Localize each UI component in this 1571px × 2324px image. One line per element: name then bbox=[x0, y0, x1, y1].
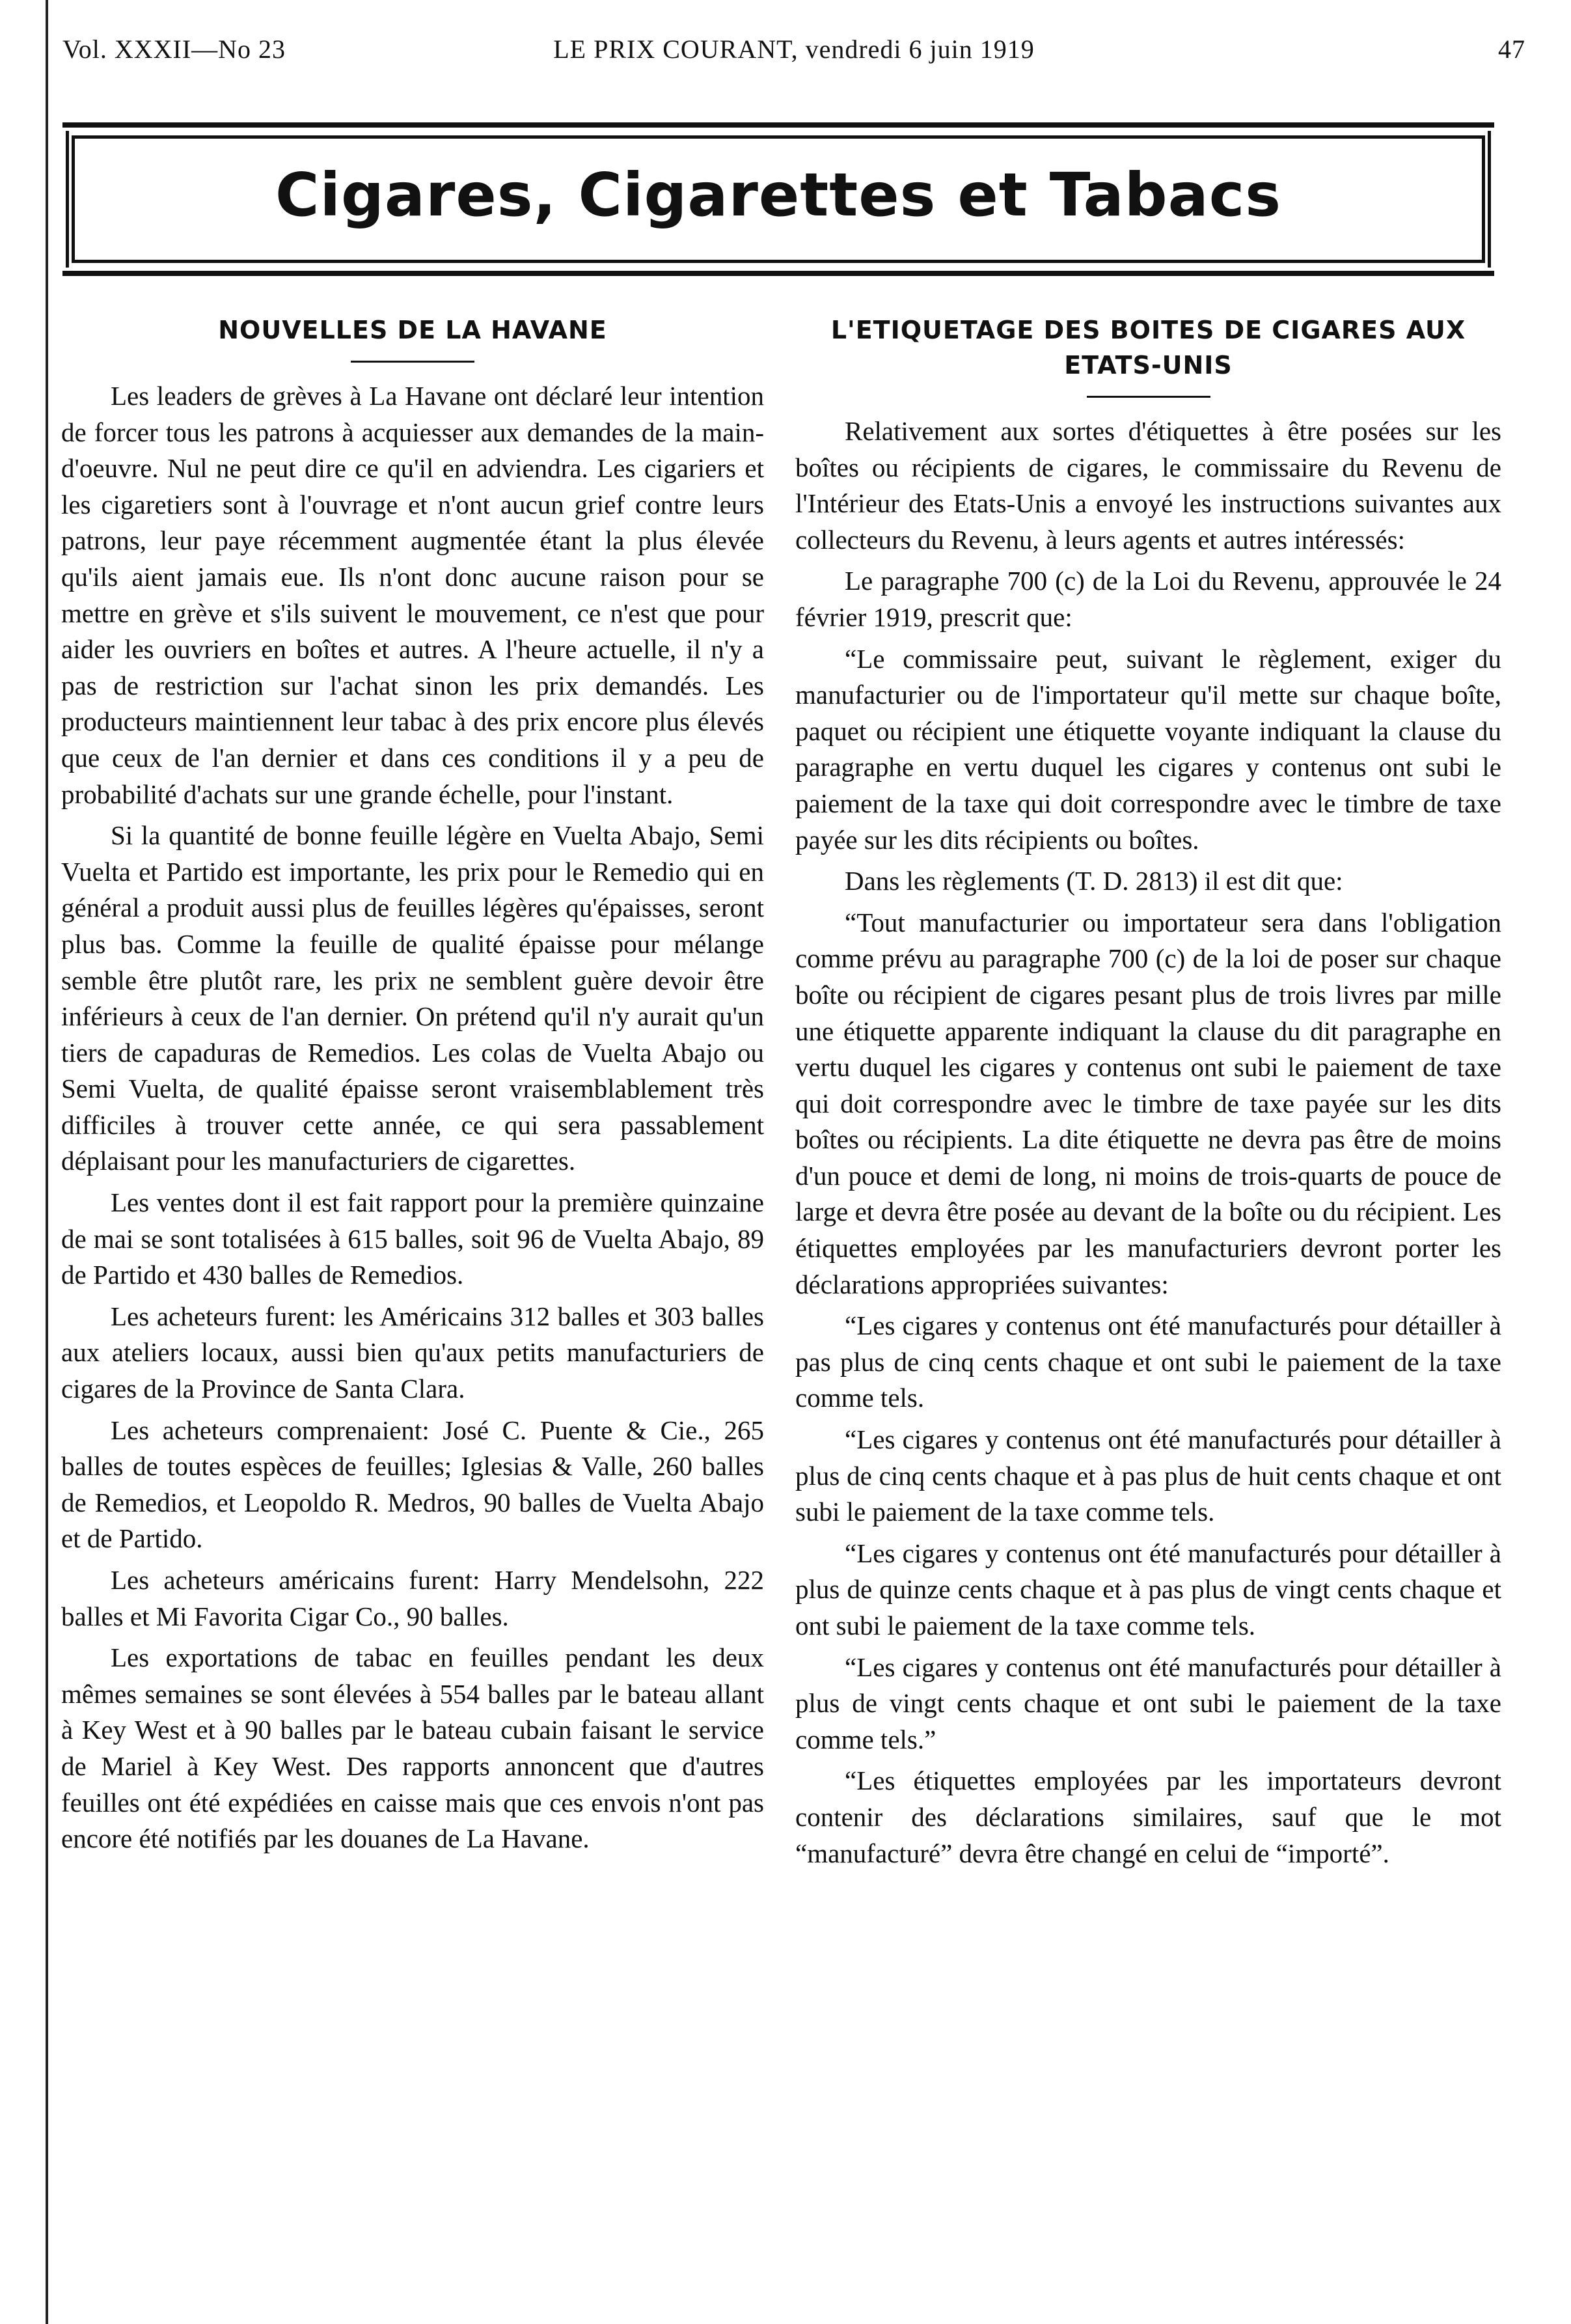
paragraph: Dans les règlements (T. D. 2813) il est dit que: bbox=[845, 866, 1343, 896]
page-edge-rule bbox=[46, 0, 48, 2324]
paragraph: Les acheteurs américains furent: Harry Mendelsohn, 222 balles et Mi Favorita Cigar Co., 90 balles. bbox=[61, 1565, 764, 1631]
paragraph: Les ventes dont il est fait rapport pour la première quinzaine de mai se sont totalisées à 615 balles, soit 96 de Vuelta Abajo, 89 de Partido et 430 balles de Remedios. bbox=[61, 1187, 764, 1290]
volume-number: Vol. XXXII—No 23 bbox=[62, 35, 286, 64]
quoted-paragraph: “Les cigares y contenus ont été manufacturés pour détailler à plus de quinze cents chaque et à pas plus de vingt cents chaque et ont subi le paiement de la taxe comme tels. bbox=[795, 1538, 1501, 1640]
page-header bbox=[62, 34, 1525, 79]
article-heading-etiquetage: L'ETIQUETAGE DES BOITES DE CIGARES AUX ETATS-UNIS bbox=[830, 316, 1466, 380]
section-banner bbox=[62, 122, 1494, 276]
heading-divider bbox=[351, 361, 474, 363]
section-title: Cigares, Cigarettes et Tabacs bbox=[275, 160, 1281, 230]
paragraph: Les leaders de grèves à La Havane ont déclaré leur intention de forcer tous les patrons à acquiesser aux demandes de la main-d'oeuvre. Nul ne peut dire ce qu'il en adviendra. Les cigariers et les cigaretiers sont à l'ouvrage et n'ont aucun grief contre leurs patrons, leur paye récemment augmentée étant la plus élevée qu'ils aient jamais eue. Ils n'ont donc aucune raison pour se mettre en grève et s'ils suivent le mouvement, ce n'est que pour aider les ouvriers en boîtes et autres. A l'heure actuelle, il n'y a pas de restriction sur l'achat sinon les prix demandés. Les producteurs maintiennent leur tabac à des prix encore plus élevés que ceux de l'an dernier et dans ces conditions il y a peu de probabilité d'achats sur une grande échelle, pour l'instant. bbox=[61, 381, 764, 809]
paragraph: Les acheteurs furent: les Américains 312 balles et 303 balles aux ateliers locaux, aussi bien qu'aux petits manufacturiers de cigares de la Province de Santa Clara. bbox=[61, 1301, 764, 1404]
quoted-paragraph: “Les cigares y contenus ont été manufacturés pour détailler à pas plus de cinq cents chaque et ont subi le paiement de la taxe comme tels. bbox=[795, 1310, 1501, 1413]
paragraph: Si la quantité de bonne feuille légère en Vuelta Abajo, Semi Vuelta et Partido est importante, les prix pour le Remedio qui en général a produit aussi plus de feuilles légères qu'épaisses, seront plus bas. Comme la feuille de qualité épaisse pour mélange semble être plutôt rare, les prix ne semblent guère devoir être inférieurs à ceux de l'an dernier. On prétend qu'il n'y aurait qu'un tiers de capaduras de Remedios. Les colas de Vuelta Abajo ou Semi Vuelta, de qualité épaisse seront vraisemblablement très difficiles à trouver cette année, ce qui sera passablement déplaisant pour les manufacturiers de cigarettes. bbox=[61, 820, 764, 1176]
quoted-paragraph: “Les cigares y contenus ont été manufacturés pour détailler à plus de cinq cents chaque et à pas plus de huit cents chaque et ont subi le paiement de la taxe comme tels. bbox=[795, 1424, 1501, 1527]
paragraph: Les exportations de tabac en feuilles pendant les deux mêmes semaines se sont élevées à 554 balles par le bateau allant à Key West et à 90 balles par le bateau cubain faisant le service de Mariel à Key West. Des rapports annoncent que d'autres feuilles ont été expédiées en caisse mais que ces envois n'ont pas encore été notifiés par les douanes de La Havane. bbox=[61, 1642, 764, 1854]
publication-title: LE PRIX COURANT, vendredi 6 juin 1919 bbox=[553, 35, 1035, 64]
paragraph: Relativement aux sortes d'étiquettes à être posées sur les boîtes ou récipients de cigares, le commissaire du Revenu de l'Intérieur des Etats-Unis a envoyé les instructions suivantes aux collecteurs du Revenu, à leurs agents et autres intéressés: bbox=[795, 416, 1501, 555]
left-column-article bbox=[61, 312, 764, 1862]
article-heading-havane: NOUVELLES DE LA HAVANE bbox=[218, 316, 607, 344]
quoted-paragraph: “Les cigares y contenus ont été manufacturés pour détailler à plus de vingt cents chaque et ont subi le paiement de la taxe comme tels.” bbox=[795, 1652, 1501, 1754]
quoted-paragraph: “Les étiquettes employées par les importateurs devront contenir des déclarations similaires, sauf que le mot “manufacturé” devra être changé en celui de “importé”. bbox=[795, 1765, 1501, 1868]
page-number: 47 bbox=[1498, 35, 1525, 64]
heading-divider bbox=[1087, 396, 1210, 398]
quoted-paragraph: “Tout manufacturier ou importateur sera dans l'obligation comme prévu au paragraphe 700 (c) de la loi de poser sur chaque boîte ou récipient de cigares pesant plus de trois livres par mille une étiquette apparente indiquant la clause du dit paragraphe en vertu duquel les cigares y contenus ont subi le paiement de taxe qui doit correspondre avec le timbre de taxe payée sur les dits boîtes ou récipients. La dite étiquette ne devra pas être de moins d'un pouce et demi de long, ni moins de trois-quarts de pouce de large et devra être posée au devant de la boîte ou du récipient. Les étiquettes employées par les manufacturiers devront porter les déclarations appropriées suivantes: bbox=[795, 907, 1501, 1299]
paragraph: Les acheteurs comprenaient: José C. Puente & Cie., 265 balles de toutes espèces de feuilles; Iglesias & Valle, 260 balles de Remedios, et Leopoldo R. Medros, 90 balles de Vuelta Abajo et de Partido. bbox=[61, 1415, 764, 1554]
quoted-paragraph: “Le commissaire peut, suivant le règlement, exiger du manufacturier ou de l'importateur qu'il mette sur chaque boîte, paquet ou récipient une étiquette voyante indiquant la clause du paragraphe en vertu duquel les cigares y contenus ont subi le paiement de la taxe qui doit correspondre avec le timbre de taxe payée sur les dits récipients ou boîtes. bbox=[795, 643, 1501, 855]
paragraph: Le paragraphe 700 (c) de la Loi du Revenu, approuvée le 24 février 1919, prescrit que: bbox=[795, 566, 1501, 632]
right-column-article bbox=[795, 312, 1501, 1877]
